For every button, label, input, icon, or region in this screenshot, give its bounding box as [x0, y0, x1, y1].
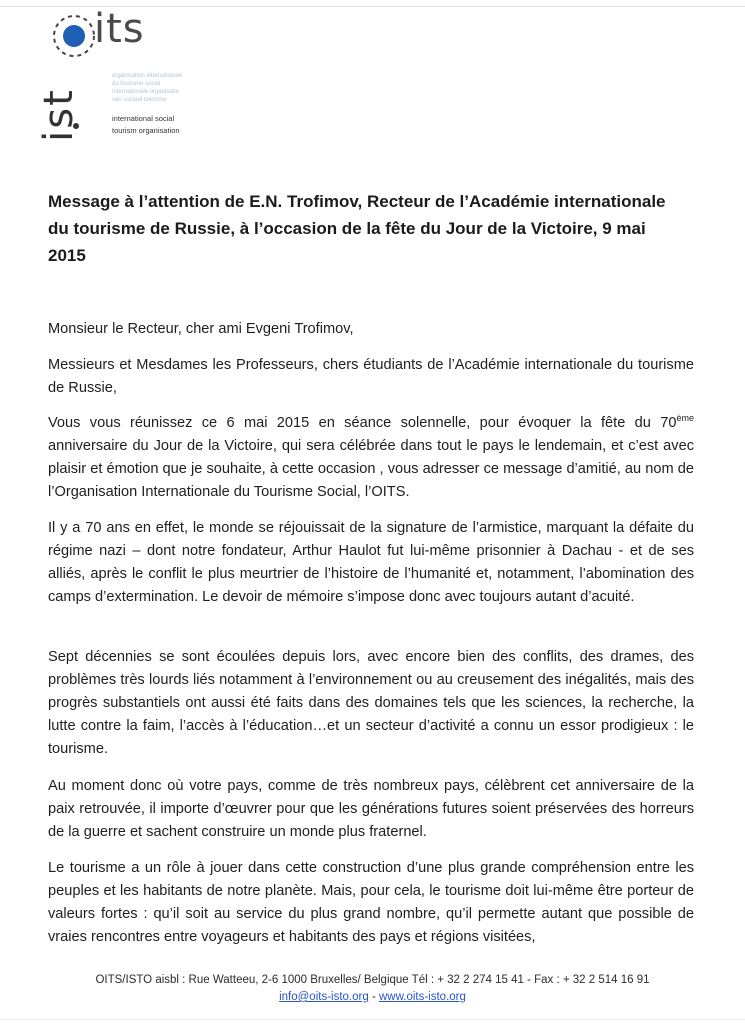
body-paragraph-6: Le tourisme a un rôle à jouer dans cette construction d’une plus grande compréhension entre les peuples et les habitants de notre planète. Mais, pour cela, le tourisme doit lui-même être porteur de valeurs fortes : qu’il soit au service du plus grand nombre, qu’il permette autant que possible de vraies rencontres entre voyageurs et habitants des pays et régions visitées, [48, 860, 694, 945]
logo-wordmark: its [94, 6, 145, 52]
body-paragraph-5: Au moment donc où votre pays, comme de très nombreux pays, célèbrent cet anniversaire de la paix retrouvée, il importe d’œuvrer pour que les générations futures soient préservées des horreurs de la guerre et sachent construire un monde plus fraternel. [48, 778, 694, 840]
logo-faint-line: organisation internationale [112, 73, 183, 79]
paragraph-2-text-start: Vous vous réunissez ce 6 mai 2015 en séance solennelle, pour évoquer la fête du 70 [48, 415, 677, 431]
logo-faint-text [112, 72, 202, 104]
bottom-edge-line [0, 1019, 745, 1020]
footer-address: OITS/ISTO aisbl : Rue Watteeu, 2-6 1000 Bruxelles/ Belgique Tél : + 32 2 274 15 41 - Fax : + 32 2 514 16 91 [95, 974, 650, 986]
letter-footer [0, 972, 745, 1006]
body-paragraph-1: Messieurs et Mesdames les Professeurs, chers étudiants de l’Académie internationale du tourisme de Russie, [48, 357, 694, 396]
logo-vertical-text: ist [36, 88, 82, 142]
logo-tagline-line: international social [112, 114, 175, 123]
ordinal-superscript: ème [676, 413, 694, 424]
body-paragraph-4: Sept décennies se sont écoulées depuis lors, avec encore bien des conflits, des drames, des problèmes très lourds liés notamment à l’environnement ou au creusement des inégalités, mais des progrès substantiels ont aussi été faits dans des domaines tels que les sciences, la recherche, la lutte contre la faim, l’accès à l’éducation…et un secteur d’activité a connu un essor prodigieux : le tourisme. [48, 649, 694, 757]
footer-contact-links [0, 989, 745, 1006]
footer-website-link[interactable]: www.oits-isto.org [378, 991, 466, 1003]
body-paragraph-3: Il y a 70 ans en effet, le monde se réjouissait de la signature de l’armistice, marquant la défaite du régime nazi – dont notre fondateur, Arthur Haulot fut lui-même prisonnier à Dachau - et de ses alliés, après le conflit le plus meurtrier de l’histoire de l’humanité et, notamment, l’abomination des camps d’extermination. Le devoir de mémoire s’impose donc avec toujours autant d’acuité. [48, 520, 694, 605]
oits-logo [36, 2, 200, 142]
logo-faint-line: van sociaal toerisme [112, 97, 167, 103]
logo-tagline [112, 113, 180, 137]
logo-tagline-line: tourism organisation [112, 126, 180, 135]
salutation: Monsieur le Recteur, cher ami Evgeni Trofimov, [48, 321, 354, 337]
footer-email-link[interactable]: info@oits-isto.org [279, 991, 369, 1003]
logo-faint-line: du tourisme social [112, 81, 161, 87]
logo-faint-line: internationale organisatie [112, 89, 180, 95]
letter-title: Message à l’attention de E.N. Trofimov, Recteur de l’Académie internationale du tourisme de Russie, à l’occasion de la fête du Jour de la Victoire, 9 mai 2015 [48, 192, 666, 265]
paragraph-2-text-end: anniversaire du Jour de la Victoire, qui sera célébrée dans tout le pays le lendemain, et c’est avec plaisir et émotion que je souhaite, à cette occasion , vous adresser ce message d’amitié, au nom de l’Organisation Internationale du Tourisme Social, l’OITS. [48, 438, 694, 500]
footer-separator: - [368, 991, 379, 1003]
body-paragraph-2 [48, 412, 694, 504]
